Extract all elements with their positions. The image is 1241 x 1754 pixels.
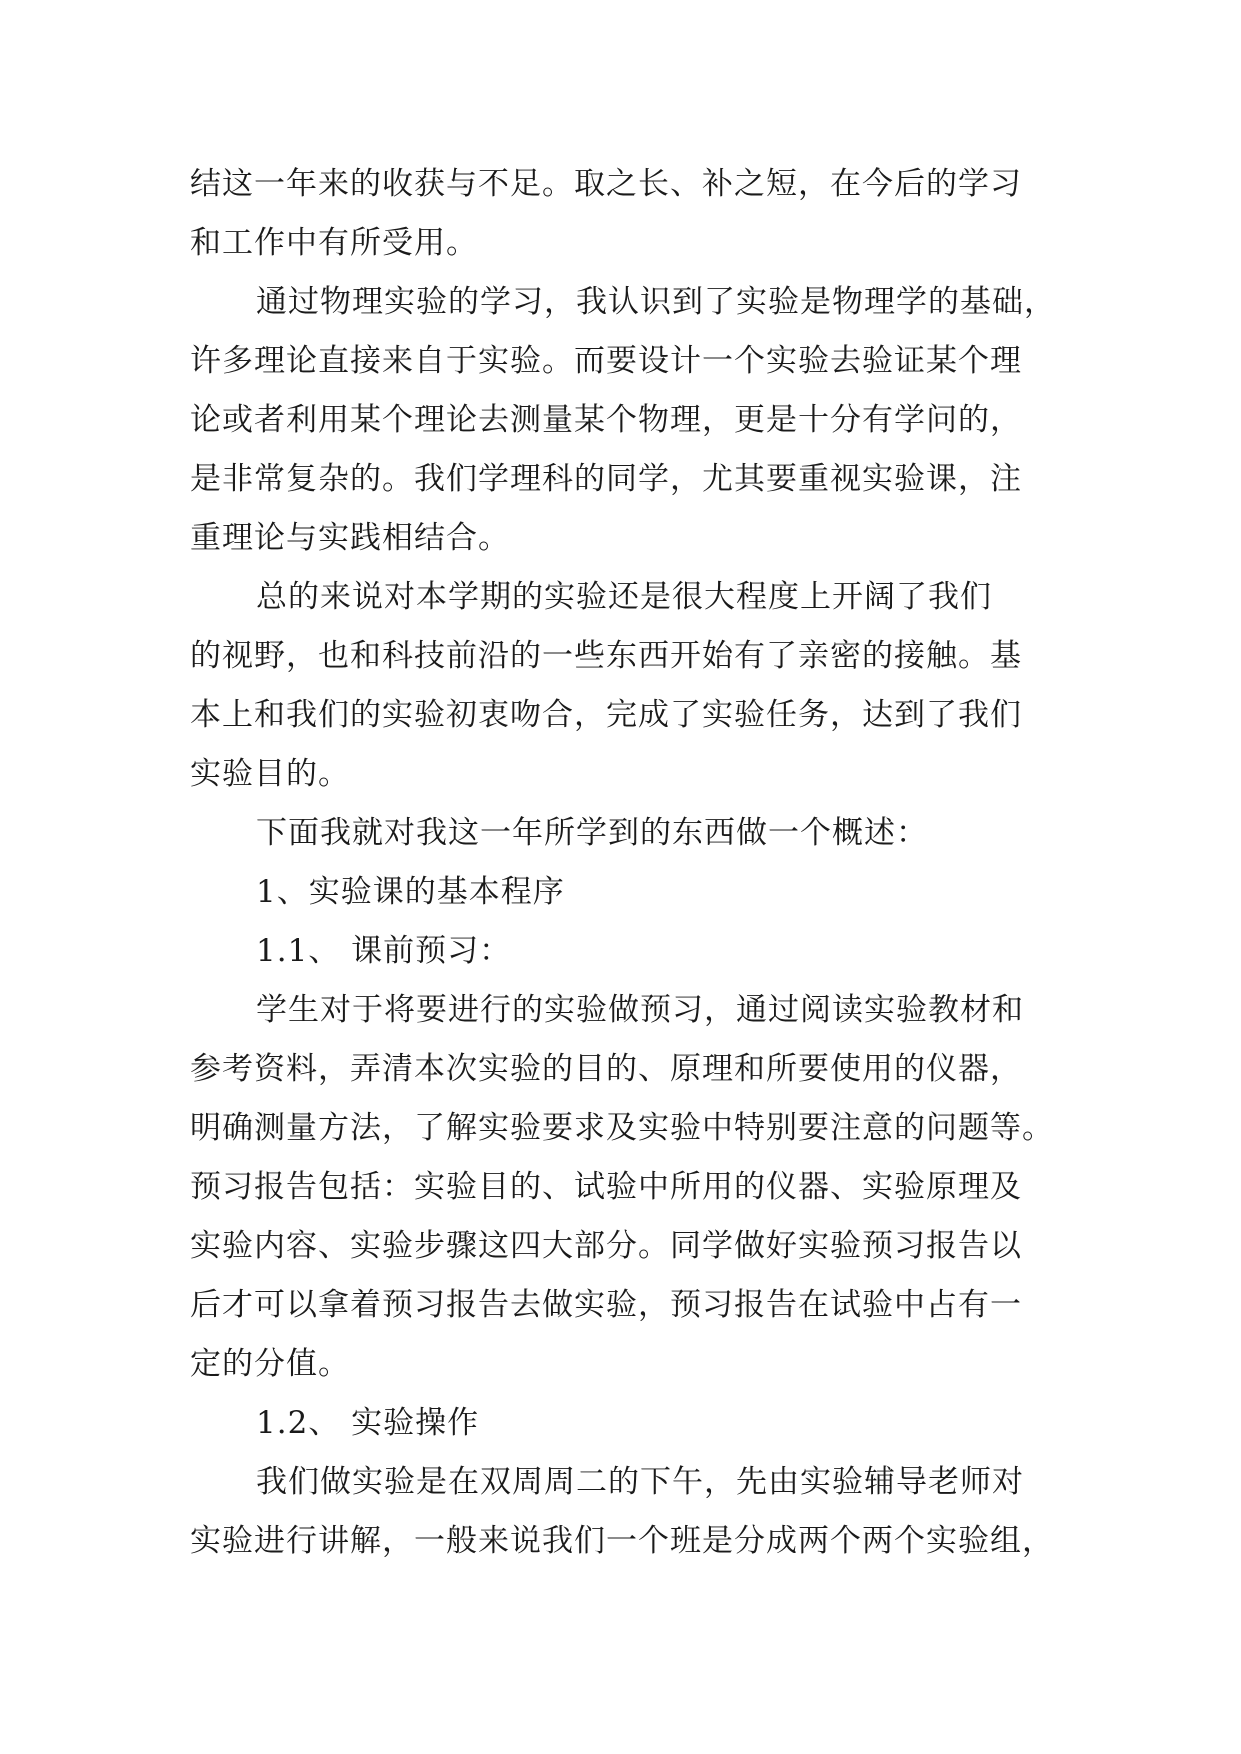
text-line: 的视野，也和科技前沿的一些东西开始有了亲密的接触。基: [190, 638, 1022, 674]
text-line: 本上和我们的实验初衷吻合，完成了实验任务，达到了我们: [190, 697, 1022, 733]
text-line: 实验目的。: [190, 756, 350, 792]
text-line: 总的来说对本学期的实验还是很大程度上开阔了我们: [256, 579, 992, 615]
text-line: 重理论与实践相结合。: [190, 520, 510, 556]
text-line: 学生对于将要进行的实验做预习，通过阅读实验教材和: [256, 992, 1024, 1028]
text-line: 下面我就对我这一年所学到的东西做一个概述：: [256, 815, 928, 851]
document-body: [190, 155, 1070, 1571]
text-line: 后才可以拿着预习报告去做实验，预习报告在试验中占有一: [190, 1287, 1022, 1323]
text-line: 通过物理实验的学习，我认识到了实验是物理学的基础，: [256, 284, 1056, 320]
text-line: 预习报告包括：实验目的、试验中所用的仪器、实验原理及: [190, 1169, 1022, 1205]
subsection-heading: 1.1、 课前预习：: [256, 933, 512, 969]
text-line: 定的分值。: [190, 1346, 350, 1382]
text-line: 参考资料，弄清本次实验的目的、原理和所要使用的仪器，: [190, 1051, 1022, 1087]
text-line: 明确测量方法，了解实验要求及实验中特别要注意的问题等。: [190, 1110, 1054, 1146]
text-line: 结这一年来的收获与不足。取之长、补之短，在今后的学习: [190, 166, 1022, 202]
text-line: 许多理论直接来自于实验。而要设计一个实验去验证某个理: [190, 343, 1022, 379]
text-line: 论或者利用某个理论去测量某个物理，更是十分有学问的，: [190, 402, 1022, 438]
text-line: 是非常复杂的。我们学理科的同学，尤其要重视实验课，注: [190, 461, 1022, 497]
subsection-heading: 1.2、 实验操作: [256, 1405, 480, 1441]
text-line: 和工作中有所受用。: [190, 225, 478, 261]
section-heading: 1、实验课的基本程序: [256, 874, 565, 910]
text-line: 我们做实验是在双周周二的下午，先由实验辅导老师对: [256, 1464, 1024, 1500]
text-line: 实验进行讲解，一般来说我们一个班是分成两个两个实验组，: [190, 1523, 1054, 1559]
text-line: 实验内容、实验步骤这四大部分。同学做好实验预习报告以: [190, 1228, 1022, 1264]
